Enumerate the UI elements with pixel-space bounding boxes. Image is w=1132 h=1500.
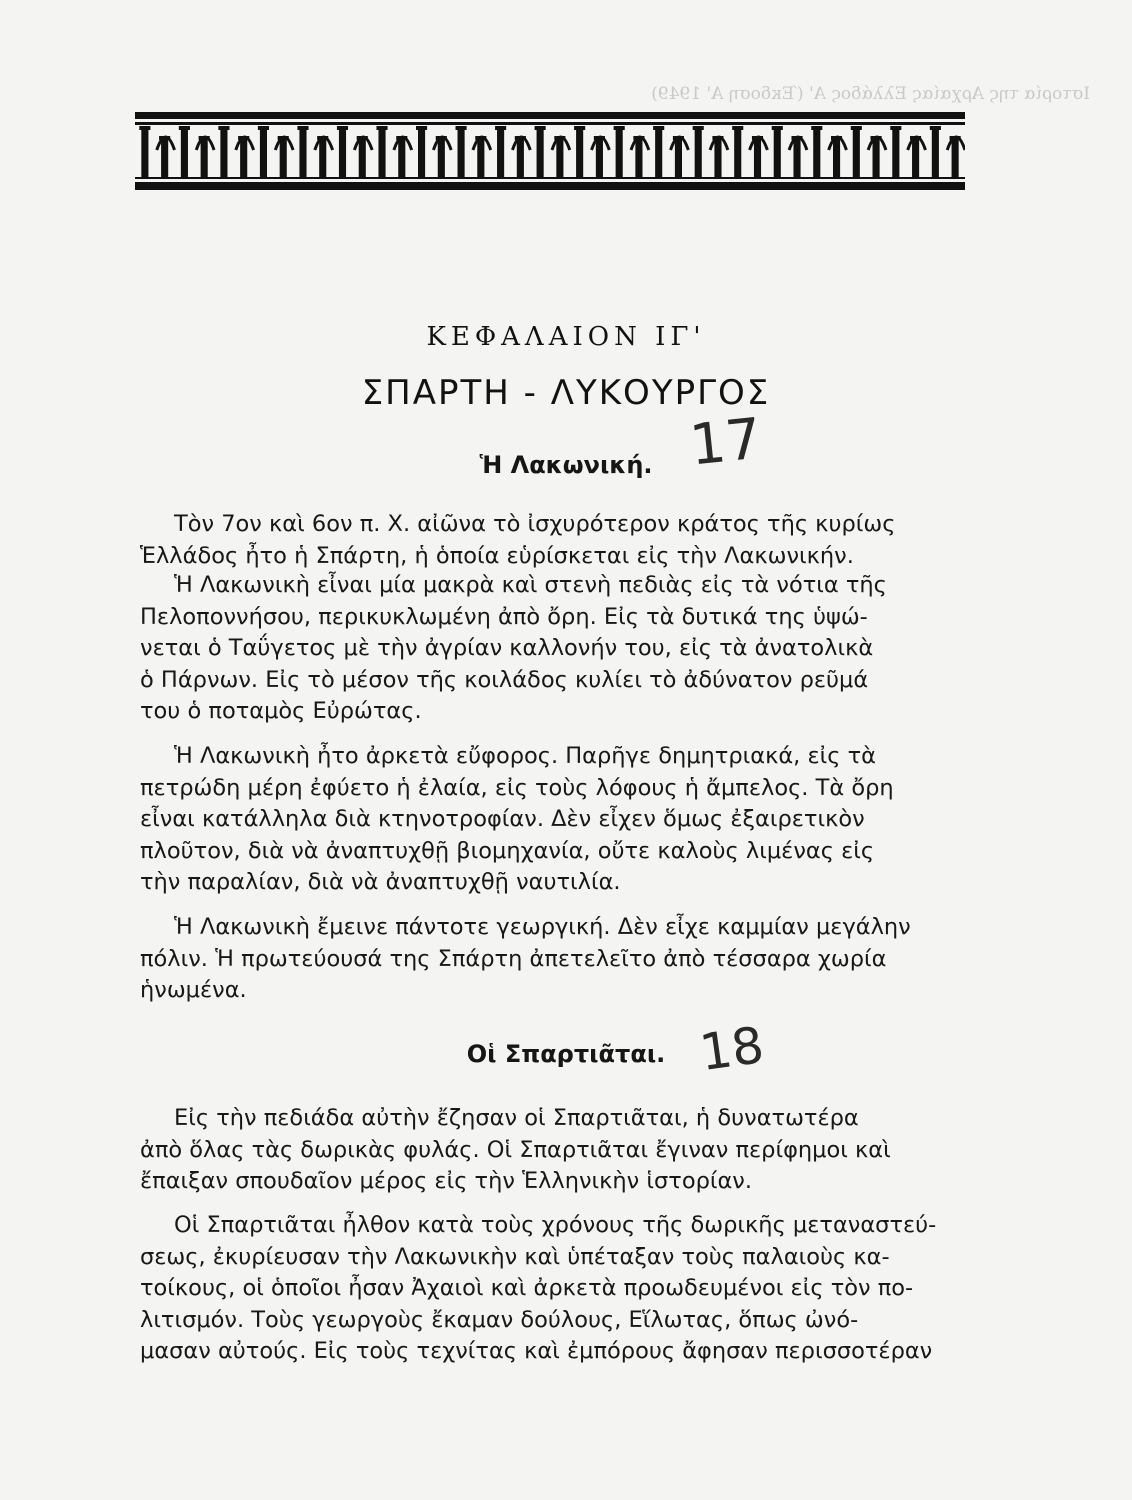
bleed-through-header: Ιστορία της Αρχαίας Ελλάδος Α' (Έκδοση Α' 1949) xyxy=(651,84,1090,104)
paragraph xyxy=(140,741,990,899)
text-line: του ὁ ποταμὸς Εὐρώτας. xyxy=(140,698,422,724)
handwritten-page-mark: 17 xyxy=(686,406,765,479)
paragraph xyxy=(140,1103,990,1198)
section-heading: Ἡ Λακωνική. xyxy=(479,451,653,479)
text-line: τοίκους, οἱ ὁποῖοι ἦσαν Ἀχαιοὶ καὶ ἀρκετὰ προωδευμένοι εἰς τὸν πο- xyxy=(140,1275,914,1301)
paragraph xyxy=(140,509,990,572)
text-line: Πελοποννήσου, περικυκλωμένη ἀπὸ ὄρη. Εἰς τὰ δυτικά της ὑψώ- xyxy=(140,603,868,630)
chapter-label: ΚΕΦΑΛΑΙΟΝ ΙΓ' xyxy=(426,322,706,352)
handwritten-page-mark: 18 xyxy=(696,1015,768,1083)
paragraph xyxy=(140,912,990,1007)
text-line: πετρώδη μέρη ἐφύετο ἡ ἐλαία, εἰς τοὺς λόφους ἡ ἄμπελος. Τὰ ὄρη xyxy=(140,774,894,801)
text-line: ἡνωμένα. xyxy=(140,977,247,1003)
colonnade-banner xyxy=(135,112,965,190)
section-heading: Οἱ Σπαρτιᾶται. xyxy=(466,1040,666,1068)
text-line: μασαν αὐτούς. Εἰς τοὺς τεχνίτας καὶ ἐμπόρους ἄφησαν περισσοτέραν xyxy=(140,1338,933,1364)
text-line: Ἑλλάδος ἦτο ἡ Σπάρτη, ἡ ὁποία εὑρίσκεται εἰς τὴν Λακωνικήν. xyxy=(140,542,854,569)
text-line: Ἡ Λακωνικὴ ἦτο ἀρκετὰ εὔφορος. Παρῆγε δημητριακά, εἰς τὰ xyxy=(174,743,876,769)
text-line: Οἱ Σπαρτιᾶται ἦλθον κατὰ τοὺς χρόνους τῆς δωρικῆς μεταναστεύ- xyxy=(174,1212,937,1238)
text-line: τὴν παραλίαν, διὰ νὰ ἀναπτυχθῇ ναυτιλία. xyxy=(140,869,621,895)
paragraph xyxy=(140,1210,990,1368)
text-line: Τὸν 7ον καὶ 6ον π. Χ. αἰῶνα τὸ ἰσχυρότερον κράτος τῆς κυρίως xyxy=(174,511,896,537)
chapter-title: ΣΠΑΡΤΗ - ΛΥΚΟΥΡΓΟΣ xyxy=(361,373,771,413)
text-line: ἀπὸ ὅλας τὰς δωρικὰς φυλάς. Οἱ Σπαρτιᾶται ἔγιναν περίφημοι καὶ xyxy=(140,1136,891,1163)
text-line: Εἰς τὴν πεδιάδα αὐτὴν ἔζησαν οἱ Σπαρτιᾶται, ἡ δυνατωτέρα xyxy=(174,1105,859,1131)
text-line: Ἡ Λακωνικὴ εἶναι μία μακρὰ καὶ στενὴ πεδιὰς εἰς τὰ νότια τῆς xyxy=(174,572,887,598)
text-line: Ἡ Λακωνικὴ ἔμεινε πάντοτε γεωργική. Δὲν εἶχε καμμίαν μεγάλην xyxy=(174,914,911,940)
paragraph xyxy=(140,570,990,728)
text-line: σεως, ἐκυρίευσαν τὴν Λακωνικὴν καὶ ὑπέταξαν τοὺς παλαιοὺς κα- xyxy=(140,1243,890,1270)
text-line: εἶναι κατάλληλα διὰ κτηνοτροφίαν. Δὲν εἶχεν ὅμως ἐξαιρετικὸν xyxy=(140,806,865,832)
text-line: ὁ Πάρνων. Εἰς τὸ μέσον τῆς κοιλάδος κυλίει τὸ ἀδύνατον ρεῦμά xyxy=(140,666,869,693)
text-line: λιτισμόν. Τοὺς γεωργοὺς ἔκαμαν δούλους, Εἵλωτας, ὅπως ὠνό- xyxy=(140,1306,859,1333)
text-line: ἔπαιξαν σπουδαῖον μέρος εἰς τὴν Ἑλληνικὴν ἱστορίαν. xyxy=(140,1168,753,1194)
text-line: νεται ὁ Ταΰγετος μὲ τὴν ἀγρίαν καλλονήν του, εἰς τὰ ἀνατολικὰ xyxy=(140,635,874,661)
text-line: πλοῦτον, διὰ νὰ ἀναπτυχθῇ βιομηχανία, οὔτε καλοὺς λιμένας εἰς xyxy=(140,837,875,864)
text-line: πόλιν. Ἡ πρωτεύουσά της Σπάρτη ἀπετελεῖτο ἀπὸ τέσσαρα χωρία xyxy=(140,945,887,972)
